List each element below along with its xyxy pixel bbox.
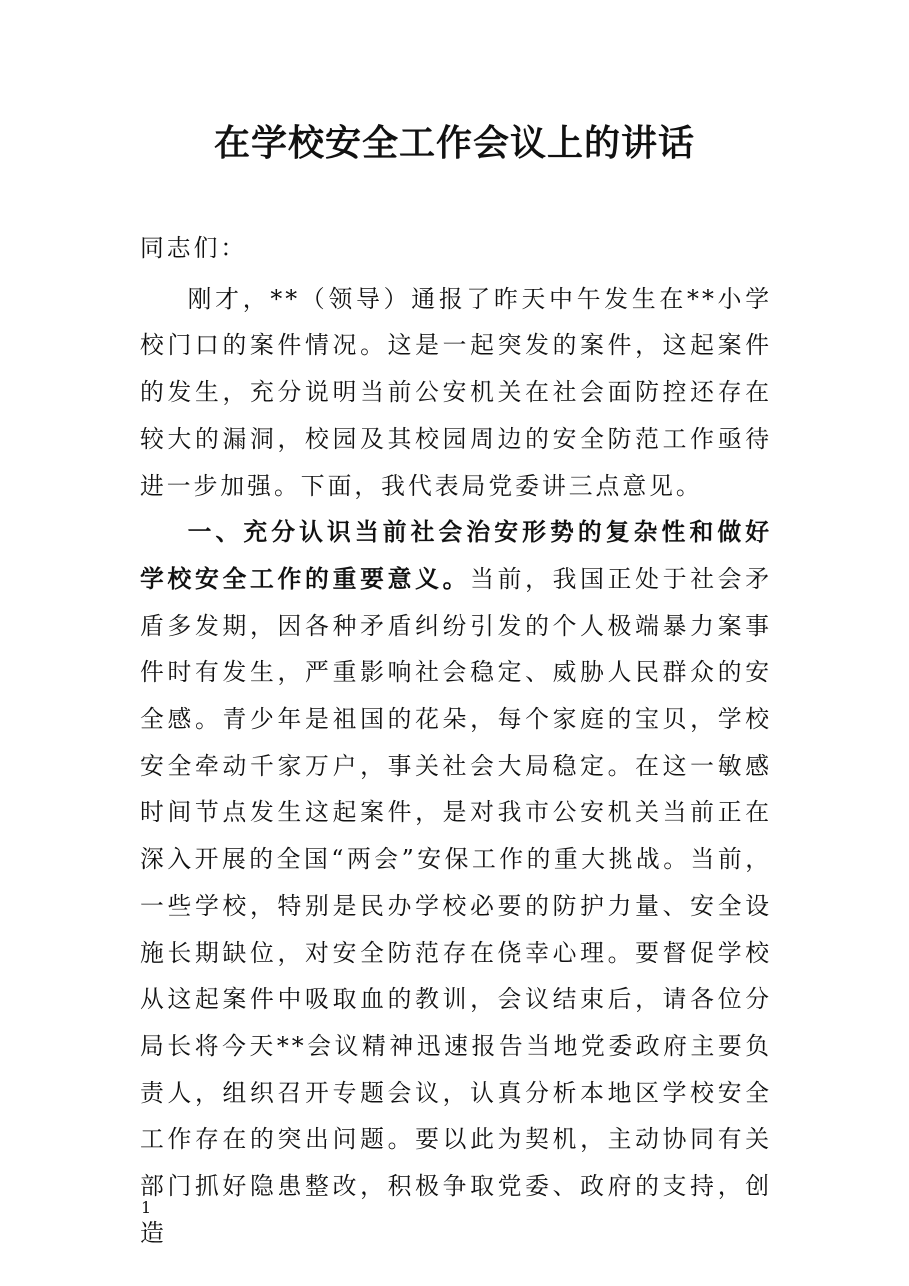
paragraph: 刚才，**（领导）通报了昨天中午发生在**小学校门口的案件情况。这是一起突发的案件，这起案件的发生，充分说明当前公安机关在社会面防控还存在较大的漏洞，校园及其校园周边的安全防范工作亟待进一步加强。下面，我代表局党委讲三点意见。 — [140, 284, 772, 500]
section-heading: 一、充分认识当前社会治安形势的复杂性和做好学校安全工作的重要意义。 — [140, 518, 772, 593]
section-text: 当前，我国正处于社会矛盾多发期，因各种矛盾纠纷引发的个人极端暴力案事件时有发生，严重影响社会稳定、威胁人民群众的安全感。青少年是祖国的花朵，每个家庭的宝贝，学校安全牵动千家万户，事关社会大局稳定。在这一敏感时间节点发生这起案件，是对我市公安机关当前正在深入开展的全国“两会”安保工作的重大挑战。当前，一些学校，特别是民办学校必要的防护力量、安全设施长期缺位，对安全防范存在侥幸心理。要督促学校从这起案件中吸取血的教训，会议结束后，请各位分局长将今天**会议精神迅速报告当地党委政府主要负责人，组织召开专题会议，认真分析本地区学校安全工作存在的突出问题。要以此为契机，主动协同有关部门抓好隐患整改，积极争取党委、政府的支持，创造 — [140, 564, 773, 1247]
document-body — [140, 225, 772, 1256]
salutation: 同志们： — [140, 234, 248, 262]
document-title: 在学校安全工作会议上的讲话 — [213, 122, 695, 164]
section-paragraph — [140, 509, 772, 1256]
page-number: 1 — [141, 1198, 152, 1217]
